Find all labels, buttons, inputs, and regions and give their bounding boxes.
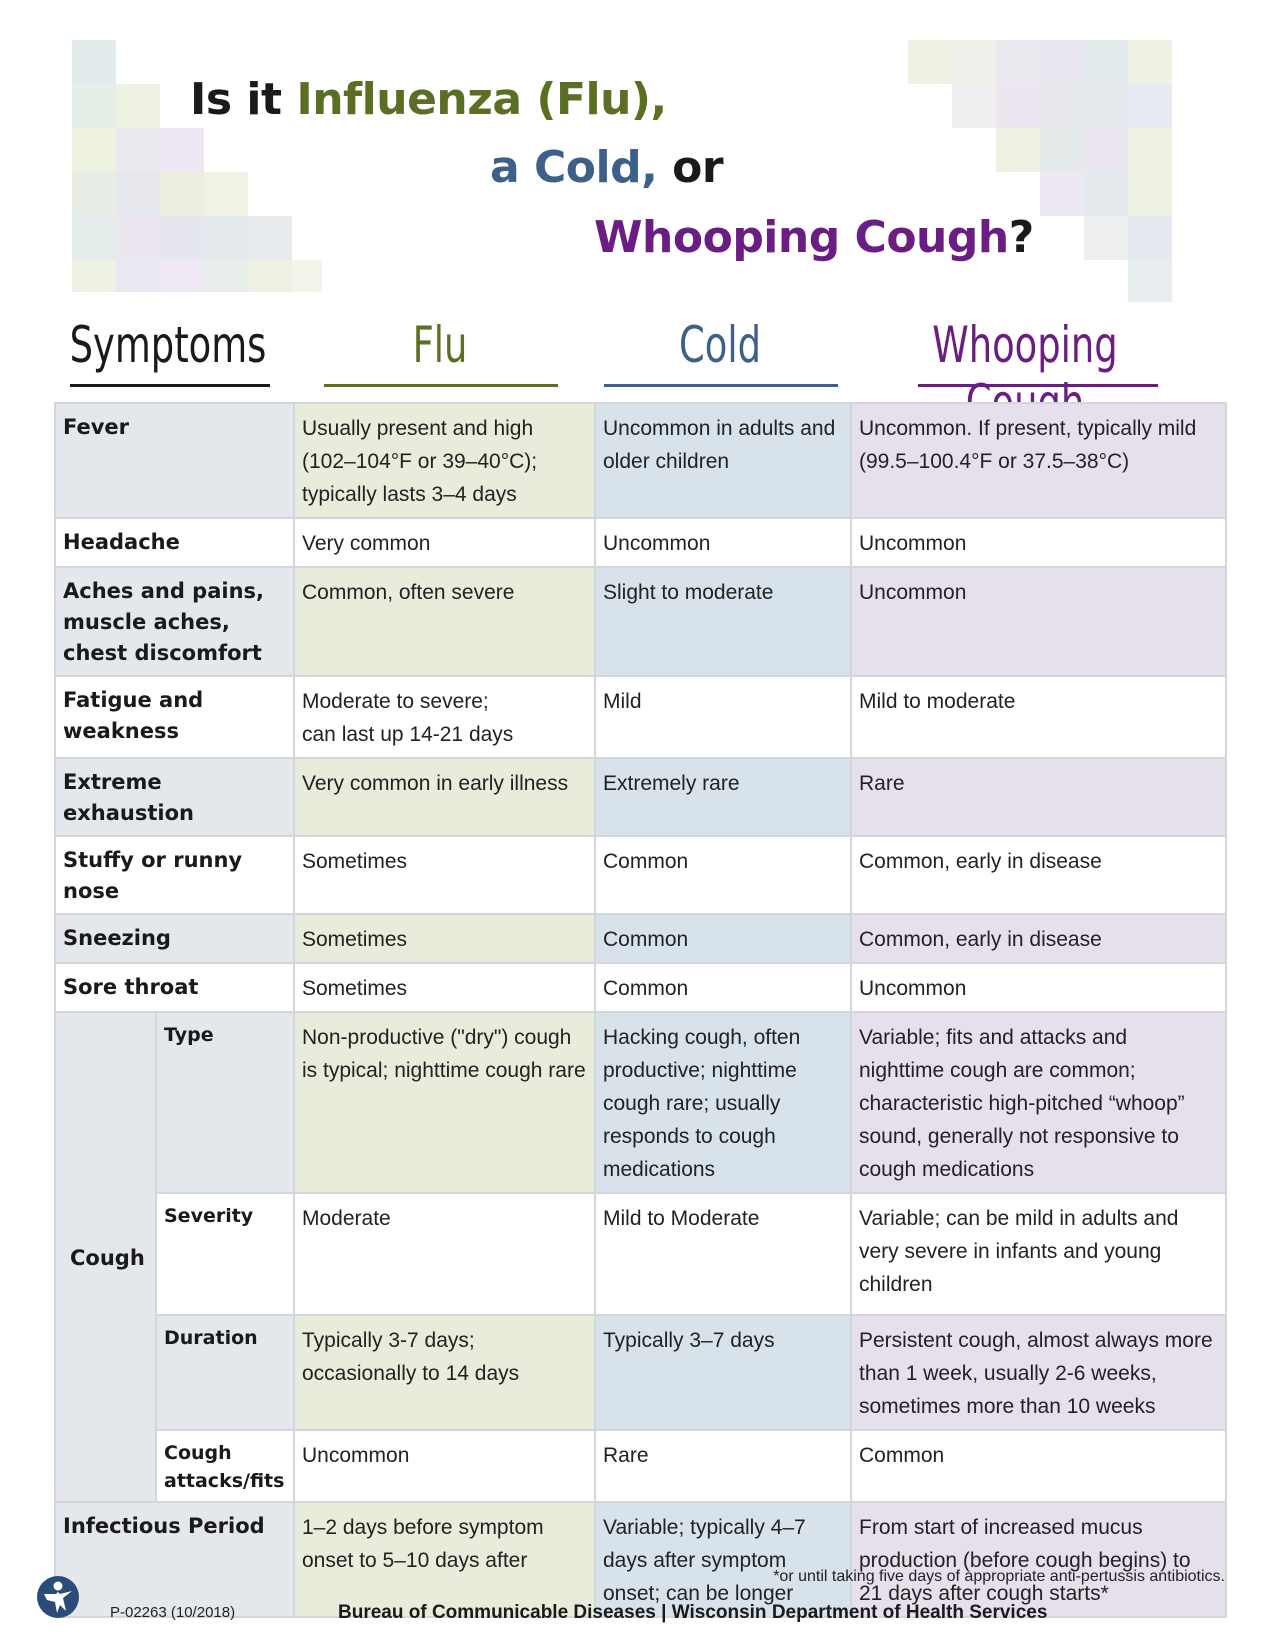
whooping-cough-cell: Variable; fits and attacks and nighttime cough are common; characteristic high-pitched “whoop” sound, generally not responsive to cough medications bbox=[851, 1012, 1226, 1193]
title-prefix: Is it bbox=[190, 74, 282, 125]
symptom-label: Sore throat bbox=[55, 963, 294, 1012]
cold-cell: Uncommon in adults and older children bbox=[595, 403, 851, 518]
table-row-exhaustion bbox=[55, 758, 1226, 836]
table-row-headache bbox=[55, 518, 1226, 567]
symptom-label: Stuffy or runny nose bbox=[55, 836, 294, 914]
flu-cell: Sometimes bbox=[294, 963, 595, 1012]
flu-cell: Sometimes bbox=[294, 914, 595, 963]
title-question-mark: ? bbox=[1008, 212, 1034, 263]
flu-cell: 1–2 days before symptom onset to 5–10 days after bbox=[294, 1502, 595, 1617]
cough-subcategory-label: Cough attacks/fits bbox=[156, 1430, 294, 1502]
table-row-fever bbox=[55, 403, 1226, 518]
table-row-stuffy-nose bbox=[55, 836, 1226, 914]
flu-cell-line-1: Moderate to severe; bbox=[302, 690, 489, 713]
cold-cell: Common bbox=[595, 914, 851, 963]
title-line-2 bbox=[490, 142, 723, 193]
publication-id: P-02263 (10/2018) bbox=[110, 1604, 236, 1621]
flu-cell: Usually present and high (102–104°F or 39–40°C); typically lasts 3–4 days bbox=[294, 403, 595, 518]
table-row-cough-attacks bbox=[55, 1430, 1226, 1502]
column-header-flu: Flu bbox=[412, 316, 468, 374]
flu-cell bbox=[294, 1315, 595, 1430]
whooping-cough-cell: Common, early in disease bbox=[851, 836, 1226, 914]
person-figure-logo-icon bbox=[36, 1575, 80, 1619]
table-row-sneezing bbox=[55, 914, 1226, 963]
cough-group-label: Cough bbox=[55, 1012, 156, 1502]
symptom-label: Fatigue and weakness bbox=[55, 676, 294, 758]
flu-cell: Uncommon bbox=[294, 1430, 595, 1502]
title-cold: a Cold, bbox=[490, 142, 658, 193]
flu-cell: Non-productive ("dry") cough is typical; nighttime cough rare bbox=[294, 1012, 595, 1193]
whooping-cough-cell: Persistent cough, almost always more than 1 week, usually 2-6 weeks, sometimes more than 10 weeks bbox=[851, 1315, 1226, 1430]
footnote: *or until taking five days of appropriate anti-pertussis antibiotics. bbox=[773, 1568, 1225, 1585]
whooping-cough-cell: Uncommon. If present, typically mild (99.5–100.4°F or 37.5–38°C) bbox=[851, 403, 1226, 518]
flu-cell-line-2: occasionally to 14 days bbox=[302, 1362, 520, 1385]
whooping-cough-cell: Variable; can be mild in adults and very severe in infants and young children bbox=[851, 1193, 1226, 1315]
table-row-cough-duration bbox=[55, 1315, 1226, 1430]
table-row-aches bbox=[55, 567, 1226, 676]
whooping-cough-cell: Uncommon bbox=[851, 567, 1226, 676]
whooping-cough-cell: Uncommon bbox=[851, 963, 1226, 1012]
cough-subcategory-label: Severity bbox=[156, 1193, 294, 1315]
underline-symptoms bbox=[70, 384, 270, 387]
title-whooping-cough: Whooping Cough bbox=[594, 212, 1009, 263]
symptom-label: Extreme exhaustion bbox=[55, 758, 294, 836]
underline-whooping-cough bbox=[918, 384, 1158, 387]
table-row-infectious-period bbox=[55, 1502, 1226, 1617]
symptom-label: Sneezing bbox=[55, 914, 294, 963]
cough-subcategory-label: Type bbox=[156, 1012, 294, 1193]
flu-cell: Very common bbox=[294, 518, 595, 567]
table-row-cough-type bbox=[55, 1012, 1226, 1193]
cold-cell: Mild to Moderate bbox=[595, 1193, 851, 1315]
title-flu: Influenza (Flu), bbox=[296, 74, 667, 125]
cold-cell: Extremely rare bbox=[595, 758, 851, 836]
table-row-sore-throat bbox=[55, 963, 1226, 1012]
table-row-fatigue bbox=[55, 676, 1226, 758]
title-line-3 bbox=[594, 212, 1034, 263]
flu-cell: Sometimes bbox=[294, 836, 595, 914]
cold-cell: Mild bbox=[595, 676, 851, 758]
cold-cell: Common bbox=[595, 836, 851, 914]
flu-cell-line-2: can last up 14-21 days bbox=[302, 723, 514, 746]
cold-cell: Variable; typically 4–7 days after symptom onset; can be longer bbox=[595, 1502, 851, 1617]
flu-cell: Very common in early illness bbox=[294, 758, 595, 836]
whooping-cough-cell: Mild to moderate bbox=[851, 676, 1226, 758]
symptom-label: Fever bbox=[55, 403, 294, 518]
flu-cell-line-1: Typically 3-7 days; bbox=[302, 1329, 475, 1352]
column-header-whooping-cough: Whooping bbox=[932, 316, 1118, 374]
symptom-label: Headache bbox=[55, 518, 294, 567]
symptom-label: Aches and pains, muscle aches, chest discomfort bbox=[55, 567, 294, 676]
cold-cell: Slight to moderate bbox=[595, 567, 851, 676]
cold-cell: Uncommon bbox=[595, 518, 851, 567]
department-credit: Bureau of Communicable Diseases | Wisconsin Department of Health Services bbox=[338, 1602, 1048, 1623]
whooping-cough-cell: Rare bbox=[851, 758, 1226, 836]
underline-flu bbox=[324, 384, 558, 387]
cold-cell: Common bbox=[595, 963, 851, 1012]
underline-cold bbox=[604, 384, 838, 387]
whooping-cough-cell: Uncommon bbox=[851, 518, 1226, 567]
flu-cell: Common, often severe bbox=[294, 567, 595, 676]
cold-cell: Rare bbox=[595, 1430, 851, 1502]
flu-cell: Moderate bbox=[294, 1193, 595, 1315]
cough-subcategory-label: Duration bbox=[156, 1315, 294, 1430]
column-header-cold: Cold bbox=[679, 316, 761, 374]
symptom-label: Infectious Period bbox=[55, 1502, 294, 1617]
title-or: or bbox=[672, 142, 724, 193]
whooping-cough-cell: Common bbox=[851, 1430, 1226, 1502]
whooping-cough-cell: From start of increased mucus production (before cough begins) to 21 days after cough starts* bbox=[851, 1502, 1226, 1617]
cold-cell: Hacking cough, often productive; nighttime cough rare; usually responds to cough medications bbox=[595, 1012, 851, 1193]
whooping-cough-cell: Common, early in disease bbox=[851, 914, 1226, 963]
flu-cell bbox=[294, 676, 595, 758]
table-row-cough-severity bbox=[55, 1193, 1226, 1315]
column-header-symptoms: Symptoms bbox=[69, 316, 267, 374]
cold-cell: Typically 3–7 days bbox=[595, 1315, 851, 1430]
title-line-1 bbox=[190, 74, 667, 125]
symptom-comparison-table bbox=[54, 402, 1227, 1618]
